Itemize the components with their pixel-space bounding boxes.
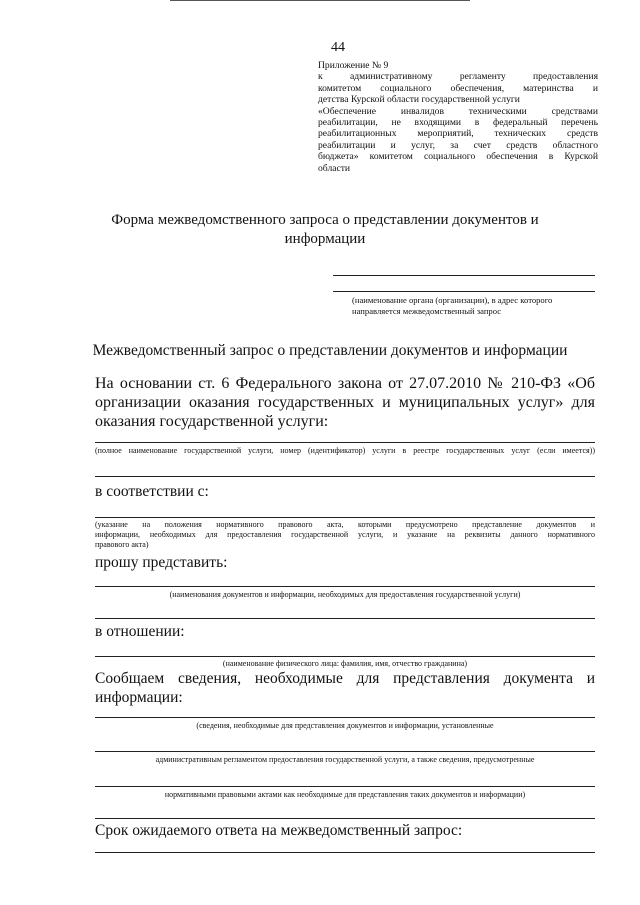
addressee-field-line[interactable] (333, 275, 595, 276)
service-field-line[interactable] (95, 442, 595, 443)
accordance-field-line[interactable] (95, 517, 595, 518)
appendix-line: «Обеспечение инвалидов техническими средствами (318, 105, 598, 117)
separator-line (95, 818, 595, 819)
basis-paragraph: На основании ст. 6 Федерального закона от 27.07.2010 № 210-ФЗ «Об организации оказания государственных и муниципальных услуг» для оказания государственной услуги: (95, 375, 595, 430)
separator-line (95, 618, 595, 619)
appendix-line: комитетом социального обеспечения, материнства и (318, 82, 598, 94)
info-field-line[interactable] (95, 751, 595, 752)
accordance-label: в соответствии с: (95, 483, 209, 500)
appendix-line: области (318, 162, 351, 174)
addressee-field-line[interactable] (333, 291, 595, 292)
appendix-line: реабилитации, не входящими в федеральный перечень (318, 117, 598, 129)
request-title: Межведомственный запрос о представлении документов и информации (92, 342, 568, 359)
deadline-field-line[interactable] (95, 852, 595, 853)
accordance-caption: (указание на положения нормативного правового акта, которыми предусмотрено представление документов и информации, необходимых для предоставления государственной услуги, и указание на реквизиты данного нормативного правового акта) (95, 520, 595, 549)
deadline-label: Срок ожидаемого ответа на межведомственный запрос: (95, 822, 463, 839)
info-field-line[interactable] (95, 786, 595, 787)
request-label: прошу представить: (95, 554, 228, 571)
documents-caption: (наименования документов и информации, необходимых для предоставления государственной услуги) (169, 590, 521, 599)
appendix-line: бюджета» комитетом социального обеспечения в Курской (318, 151, 598, 163)
info-caption: административным регламентом предоставления государственной услуги, а также сведения, предусмотренные (155, 755, 535, 764)
appendix-line: реабилитационных мероприятий, технических средств (318, 128, 598, 140)
info-field-line[interactable] (95, 717, 595, 718)
appendix-line: Приложение № 9 (318, 60, 389, 71)
inform-paragraph: Сообщаем сведения, необходимые для представления документа и информации: (95, 670, 595, 706)
appendix-line: реабилитации и услуг, за счет средств областного (318, 139, 598, 151)
addressee-caption: (наименование органа (организации), в адрес которого направляется межведомственный запрос (352, 295, 553, 316)
person-caption: (наименование физического лица: фамилия, имя, отчество гражданина) (222, 659, 468, 668)
page-number: 44 (331, 40, 345, 55)
appendix-line: детства Курской области государственной услуги (318, 94, 520, 106)
top-border-line (170, 0, 470, 1)
appendix-line: к административному регламенту предоставления (318, 71, 598, 83)
person-field-line[interactable] (95, 656, 595, 657)
service-caption: (полное наименование государственной услуги, номер (идентификатор) услуги в реестре государственных услуг (если имеется)) (95, 446, 595, 455)
regarding-label: в отношении: (95, 623, 185, 640)
info-caption: нормативными правовыми актами как необходимые для представления таких документов и информации) (164, 790, 526, 799)
info-caption: (сведения, необходимые для представления документов и информации, установленные (196, 721, 494, 730)
form-title: Форма межведомственного запроса о представлении документов и информации (111, 212, 539, 247)
separator-line (95, 476, 595, 477)
documents-field-line[interactable] (95, 586, 595, 587)
appendix-header (318, 60, 598, 174)
